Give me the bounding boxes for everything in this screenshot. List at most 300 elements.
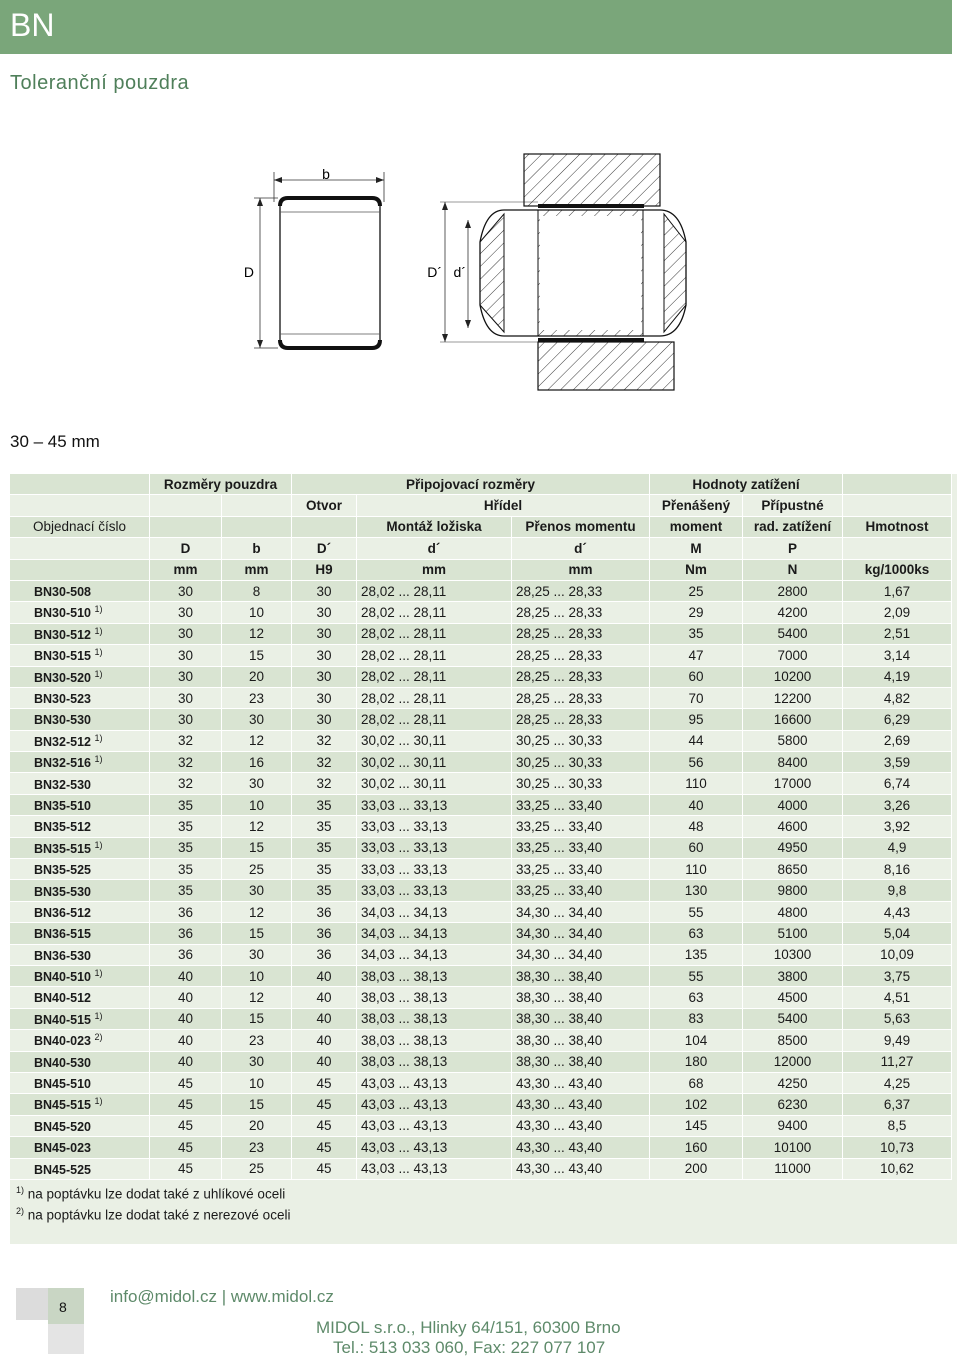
cell-D: 30	[150, 645, 222, 666]
code: BN32-512 $^{1)}$	[10, 731, 150, 752]
footer-company: MIDOL s.r.o., Hlinky 64/151, 60300 Brno	[316, 1318, 621, 1337]
cell-mass: 4,51	[843, 987, 952, 1008]
cell-torque: 38,30 ... 38,40	[512, 1052, 650, 1073]
cell-D-prime: 30	[292, 688, 357, 709]
cell-M: 95	[650, 709, 743, 730]
cell-torque: 43,30 ... 43,40	[512, 1137, 650, 1158]
code: BN36-515	[10, 923, 150, 944]
cell-D-prime: 32	[292, 731, 357, 752]
cell-D: 45	[150, 1116, 222, 1137]
footer-decor-square	[16, 1288, 48, 1320]
table-row	[10, 816, 952, 837]
cell-b: 20	[222, 1116, 292, 1137]
table-row	[10, 773, 952, 794]
cell-torque: 30,25 ... 30,33	[512, 773, 650, 794]
cell-P: 12000	[743, 1052, 843, 1073]
cell-torque: 38,30 ... 38,40	[512, 1030, 650, 1051]
cell-D: 45	[150, 1159, 222, 1180]
cell-P: 5100	[743, 923, 843, 944]
cell-torque: 34,30 ... 34,40	[512, 945, 650, 966]
header-row-5	[10, 560, 952, 581]
cell-mount: 38,03 ... 38,13	[357, 987, 512, 1008]
table-row	[10, 1094, 952, 1115]
cell-mass: 5,63	[843, 1009, 952, 1030]
header-bar	[0, 0, 952, 54]
cell-mount: 33,03 ... 33,13	[357, 880, 512, 901]
cell-P: 3800	[743, 966, 843, 987]
cell-b: 30	[222, 709, 292, 730]
cell-M: 83	[650, 1009, 743, 1030]
table-row	[10, 1009, 952, 1030]
cell-P: 4250	[743, 1073, 843, 1094]
cell-M: 55	[650, 966, 743, 987]
cell-mount: 43,03 ... 43,13	[357, 1137, 512, 1158]
cell-b: 25	[222, 859, 292, 880]
table-row	[10, 1030, 952, 1051]
unit-D-prime: H9	[292, 560, 357, 581]
cell-mount: 38,03 ... 38,13	[357, 1009, 512, 1030]
label-D-prime: D´	[427, 264, 442, 280]
cell-torque: 33,25 ... 33,40	[512, 859, 650, 880]
sym-d-prime-1: d´	[357, 538, 512, 559]
footnote-1: $^{1)}$ na poptávku lze dodat také z uhlíkové oceli	[16, 1184, 286, 1202]
cell-mass: 3,75	[843, 966, 952, 987]
cell-P: 4800	[743, 902, 843, 923]
sym-b: b	[222, 538, 292, 559]
col-moment: moment	[650, 517, 743, 538]
cell-mass: 2,51	[843, 624, 952, 645]
cell-mass: 3,92	[843, 816, 952, 837]
code: BN40-023 $^{2)}$	[10, 1030, 150, 1051]
table-body	[10, 581, 952, 1180]
cell-b: 15	[222, 923, 292, 944]
code: BN45-023	[10, 1137, 150, 1158]
cell-b: 15	[222, 838, 292, 859]
cell-mount: 38,03 ... 38,13	[357, 966, 512, 987]
table-row	[10, 1116, 952, 1137]
table-row	[10, 923, 952, 944]
table-row	[10, 731, 952, 752]
cell-M: 130	[650, 880, 743, 901]
product-table	[10, 474, 952, 1180]
code: BN36-512	[10, 902, 150, 923]
cell-torque: 43,30 ... 43,40	[512, 1073, 650, 1094]
cell-mount: 28,02 ... 28,11	[357, 709, 512, 730]
cell-D-prime: 40	[292, 966, 357, 987]
cell-torque: 28,25 ... 28,33	[512, 645, 650, 666]
cell-torque: 33,25 ... 33,40	[512, 816, 650, 837]
table-row	[10, 945, 952, 966]
cell-b: 30	[222, 1052, 292, 1073]
cell-D: 32	[150, 773, 222, 794]
cell-D-prime: 35	[292, 795, 357, 816]
cell-torque: 28,25 ... 28,33	[512, 624, 650, 645]
footer-phone: Tel.: 513 033 060, Fax: 227 077 107	[333, 1338, 606, 1357]
header-row-3	[10, 517, 952, 538]
table-row	[10, 709, 952, 730]
cell-mass: 4,25	[843, 1073, 952, 1094]
cell-D-prime: 35	[292, 880, 357, 901]
footnote-mark: 2)	[94, 1032, 103, 1043]
code: BN30-508	[10, 581, 150, 602]
table-row	[10, 966, 952, 987]
table-row	[10, 645, 952, 666]
cell-D: 35	[150, 816, 222, 837]
footnote-mark: 1)	[94, 647, 103, 658]
cell-b: 30	[222, 880, 292, 901]
code: BN30-530	[10, 709, 150, 730]
table-row	[10, 859, 952, 880]
cell-D: 40	[150, 966, 222, 987]
cell-torque: 33,25 ... 33,40	[512, 838, 650, 859]
cell-mass: 9,8	[843, 880, 952, 901]
cell-mount: 34,03 ... 34,13	[357, 902, 512, 923]
unit-mass: kg/1000ks	[843, 560, 952, 581]
table-row	[10, 902, 952, 923]
cell-mount: 33,03 ... 33,13	[357, 816, 512, 837]
code: BN40-512	[10, 987, 150, 1008]
cell-M: 60	[650, 838, 743, 859]
footnote-mark: 1)	[94, 668, 103, 679]
cell-mount: 30,02 ... 30,11	[357, 752, 512, 773]
unit-M: Nm	[650, 560, 743, 581]
cell-mass: 5,04	[843, 923, 952, 944]
cell-mount: 30,02 ... 30,11	[357, 731, 512, 752]
cell-P: 4500	[743, 987, 843, 1008]
cell-mass: 11,27	[843, 1052, 952, 1073]
cell-D-prime: 30	[292, 581, 357, 602]
cell-D: 32	[150, 731, 222, 752]
cell-P: 5400	[743, 624, 843, 645]
bushing-diagram	[240, 150, 720, 395]
code: BN35-512	[10, 816, 150, 837]
code: BN30-510 $^{1)}$	[10, 602, 150, 623]
cell-b: 15	[222, 1094, 292, 1115]
cell-b: 12	[222, 731, 292, 752]
footer-decor-square-2	[48, 1324, 84, 1354]
cell-b: 12	[222, 987, 292, 1008]
cell-mount: 33,03 ... 33,13	[357, 859, 512, 880]
cell-P: 6230	[743, 1094, 843, 1115]
product-table-panel	[10, 474, 957, 1244]
cell-P: 4950	[743, 838, 843, 859]
cell-D-prime: 45	[292, 1159, 357, 1180]
code: BN35-510	[10, 795, 150, 816]
cell-mount: 38,03 ... 38,13	[357, 1052, 512, 1073]
cell-mount: 33,03 ... 33,13	[357, 838, 512, 859]
cell-P: 8500	[743, 1030, 843, 1051]
header-row-4	[10, 538, 952, 559]
cell-D-prime: 40	[292, 1030, 357, 1051]
cell-M: 135	[650, 945, 743, 966]
cell-P: 11000	[743, 1159, 843, 1180]
cell-b: 10	[222, 1073, 292, 1094]
col-mount: Montáž ložiska	[357, 517, 512, 538]
cell-mount: 43,03 ... 43,13	[357, 1159, 512, 1180]
col-dims-group: Rozměry pouzdra	[150, 474, 292, 495]
bushing-sideview	[244, 166, 384, 348]
cell-M: 55	[650, 902, 743, 923]
cell-torque: 28,25 ... 28,33	[512, 688, 650, 709]
cell-P: 10100	[743, 1137, 843, 1158]
footnote-mark: 1)	[94, 604, 103, 615]
cell-torque: 28,25 ... 28,33	[512, 602, 650, 623]
cell-mass: 8,16	[843, 859, 952, 880]
cell-torque: 43,30 ... 43,40	[512, 1094, 650, 1115]
code: BN45-515 $^{1)}$	[10, 1094, 150, 1115]
table-row	[10, 1073, 952, 1094]
cell-torque: 43,30 ... 43,40	[512, 1159, 650, 1180]
code: BN32-530	[10, 773, 150, 794]
cell-P: 17000	[743, 773, 843, 794]
cell-M: 63	[650, 987, 743, 1008]
cell-mass: 10,09	[843, 945, 952, 966]
cell-mass: 1,67	[843, 581, 952, 602]
cell-mass: 4,9	[843, 838, 952, 859]
cell-b: 10	[222, 795, 292, 816]
cell-b: 30	[222, 945, 292, 966]
cell-P: 9400	[743, 1116, 843, 1137]
cell-torque: 33,25 ... 33,40	[512, 795, 650, 816]
code: BN30-520 $^{1)}$	[10, 667, 150, 688]
cell-M: 68	[650, 1073, 743, 1094]
cell-P: 12200	[743, 688, 843, 709]
code: BN30-515 $^{1)}$	[10, 645, 150, 666]
col-radial: rad. zatížení	[743, 517, 843, 538]
cell-D-prime: 30	[292, 667, 357, 688]
cell-D-prime: 45	[292, 1137, 357, 1158]
sym-D-prime: D´	[292, 538, 357, 559]
code: BN40-510 $^{1)}$	[10, 966, 150, 987]
cell-D: 45	[150, 1073, 222, 1094]
cell-torque: 43,30 ... 43,40	[512, 1116, 650, 1137]
cell-D-prime: 30	[292, 645, 357, 666]
cell-mount: 34,03 ... 34,13	[357, 945, 512, 966]
code: BN40-515 $^{1)}$	[10, 1009, 150, 1030]
cell-mount: 28,02 ... 28,11	[357, 667, 512, 688]
label-D: D	[243, 264, 254, 280]
cell-mass: 10,62	[843, 1159, 952, 1180]
sym-D: D	[150, 538, 222, 559]
cell-D: 36	[150, 923, 222, 944]
cell-mount: 28,02 ... 28,11	[357, 602, 512, 623]
cell-b: 10	[222, 602, 292, 623]
cell-b: 23	[222, 688, 292, 709]
code: BN30-523	[10, 688, 150, 709]
cell-D: 30	[150, 667, 222, 688]
cell-M: 110	[650, 859, 743, 880]
cell-D-prime: 45	[292, 1073, 357, 1094]
assembly-section	[427, 154, 686, 390]
table-row	[10, 1137, 952, 1158]
cell-D-prime: 32	[292, 752, 357, 773]
cell-mount: 38,03 ... 38,13	[357, 1030, 512, 1051]
cell-M: 60	[650, 667, 743, 688]
code: BN36-530	[10, 945, 150, 966]
cell-D: 45	[150, 1137, 222, 1158]
cell-D-prime: 40	[292, 1052, 357, 1073]
cell-D-prime: 36	[292, 923, 357, 944]
cell-D-prime: 45	[292, 1116, 357, 1137]
cell-torque: 38,30 ... 38,40	[512, 966, 650, 987]
col-load-group: Hodnoty zatížení	[650, 474, 843, 495]
cell-mass: 2,09	[843, 602, 952, 623]
cell-P: 4600	[743, 816, 843, 837]
cell-torque: 28,25 ... 28,33	[512, 581, 650, 602]
cell-mount: 28,02 ... 28,11	[357, 645, 512, 666]
cell-D-prime: 32	[292, 773, 357, 794]
cell-D-prime: 30	[292, 602, 357, 623]
cell-torque: 30,25 ... 30,33	[512, 752, 650, 773]
cell-mass: 8,5	[843, 1116, 952, 1137]
cell-P: 8400	[743, 752, 843, 773]
cell-D: 40	[150, 1052, 222, 1073]
col-torque: Přenos momentu	[512, 517, 650, 538]
unit-P: N	[743, 560, 843, 581]
cell-mount: 30,02 ... 30,11	[357, 773, 512, 794]
cell-D: 35	[150, 795, 222, 816]
table-row	[10, 688, 952, 709]
label-b: b	[322, 166, 330, 182]
code: BN35-530	[10, 880, 150, 901]
cell-M: 25	[650, 581, 743, 602]
table-row	[10, 1159, 952, 1180]
footnote-mark: 1)	[94, 839, 103, 850]
cell-M: 200	[650, 1159, 743, 1180]
code: BN45-510	[10, 1073, 150, 1094]
cell-P: 7000	[743, 645, 843, 666]
code: BN30-512 $^{1)}$	[10, 624, 150, 645]
table-row	[10, 602, 952, 623]
cell-P: 4000	[743, 795, 843, 816]
cell-M: 63	[650, 923, 743, 944]
cell-D: 32	[150, 752, 222, 773]
cell-D: 40	[150, 1009, 222, 1030]
cell-M: 48	[650, 816, 743, 837]
table-row	[10, 880, 952, 901]
cell-b: 10	[222, 966, 292, 987]
cell-M: 145	[650, 1116, 743, 1137]
cell-mass: 3,59	[843, 752, 952, 773]
cell-b: 12	[222, 816, 292, 837]
cell-M: 56	[650, 752, 743, 773]
cell-M: 102	[650, 1094, 743, 1115]
cell-mount: 43,03 ... 43,13	[357, 1094, 512, 1115]
code: BN45-520	[10, 1116, 150, 1137]
cell-P: 10300	[743, 945, 843, 966]
cell-D-prime: 40	[292, 987, 357, 1008]
col-shaft: Hřídel	[357, 495, 650, 516]
cell-mount: 34,03 ... 34,13	[357, 923, 512, 944]
page-number: 8	[59, 1299, 67, 1315]
cell-mass: 9,49	[843, 1030, 952, 1051]
cell-mount: 43,03 ... 43,13	[357, 1073, 512, 1094]
cell-D: 40	[150, 1030, 222, 1051]
header-row-1	[10, 474, 952, 495]
cell-b: 25	[222, 1159, 292, 1180]
cell-D: 30	[150, 581, 222, 602]
cell-D-prime: 35	[292, 838, 357, 859]
cell-torque: 38,30 ... 38,40	[512, 1009, 650, 1030]
cell-mass: 6,29	[843, 709, 952, 730]
col-order-number: Objednací číslo	[10, 517, 150, 538]
cell-D-prime: 35	[292, 816, 357, 837]
footnotes	[10, 1180, 957, 1222]
cell-mount: 33,03 ... 33,13	[357, 795, 512, 816]
cell-D: 30	[150, 602, 222, 623]
col-bore: Otvor	[292, 495, 357, 516]
cell-D: 35	[150, 859, 222, 880]
cell-mass: 4,19	[843, 667, 952, 688]
unit-d-prime-1: mm	[357, 560, 512, 581]
cell-b: 30	[222, 773, 292, 794]
cell-M: 40	[650, 795, 743, 816]
table-row	[10, 752, 952, 773]
cell-M: 44	[650, 731, 743, 752]
product-code: BN	[10, 7, 55, 43]
table-row	[10, 581, 952, 602]
col-transmitted: Přenášený	[650, 495, 743, 516]
footnote-mark: 1)	[94, 968, 103, 979]
cell-M: 180	[650, 1052, 743, 1073]
cell-mount: 28,02 ... 28,11	[357, 688, 512, 709]
footnote-mark: 1)	[94, 732, 103, 743]
cell-P: 4200	[743, 602, 843, 623]
cell-b: 16	[222, 752, 292, 773]
cell-b: 8	[222, 581, 292, 602]
cell-b: 12	[222, 902, 292, 923]
cell-torque: 34,30 ... 34,40	[512, 902, 650, 923]
footnote-mark: 1)	[94, 1010, 103, 1021]
cell-P: 5800	[743, 731, 843, 752]
code: BN35-525	[10, 859, 150, 880]
cell-mount: 28,02 ... 28,11	[357, 624, 512, 645]
footnote-2: $^{2)}$ na poptávku lze dodat také z nerezové oceli	[16, 1205, 291, 1223]
cell-b: 12	[222, 624, 292, 645]
cell-P: 8650	[743, 859, 843, 880]
cell-D-prime: 36	[292, 902, 357, 923]
cell-mass: 6,74	[843, 773, 952, 794]
unit-d-prime-2: mm	[512, 560, 650, 581]
cell-mass: 2,69	[843, 731, 952, 752]
footer-contact[interactable]: info@midol.cz | www.midol.cz	[110, 1287, 334, 1306]
cell-torque: 28,25 ... 28,33	[512, 709, 650, 730]
cell-D: 36	[150, 902, 222, 923]
page-subtitle: Toleranční pouzdra	[10, 72, 190, 94]
footnote-mark: 1)	[94, 625, 103, 636]
header-row-2	[10, 495, 952, 516]
cell-mass: 4,43	[843, 902, 952, 923]
cell-D: 30	[150, 709, 222, 730]
cell-mount: 28,02 ... 28,11	[357, 581, 512, 602]
label-d-prime: d´	[453, 264, 466, 280]
cell-b: 23	[222, 1137, 292, 1158]
cell-P: 9800	[743, 880, 843, 901]
cell-D: 35	[150, 838, 222, 859]
cell-D-prime: 35	[292, 859, 357, 880]
cell-M: 70	[650, 688, 743, 709]
cell-mass: 6,37	[843, 1094, 952, 1115]
cell-P: 2800	[743, 581, 843, 602]
cell-D: 45	[150, 1094, 222, 1115]
col-conn-group: Připojovací rozměry	[292, 474, 650, 495]
code: BN40-530	[10, 1052, 150, 1073]
cell-D-prime: 36	[292, 945, 357, 966]
cell-D-prime: 30	[292, 709, 357, 730]
cell-mass: 10,73	[843, 1137, 952, 1158]
cell-P: 10200	[743, 667, 843, 688]
cell-b: 23	[222, 1030, 292, 1051]
